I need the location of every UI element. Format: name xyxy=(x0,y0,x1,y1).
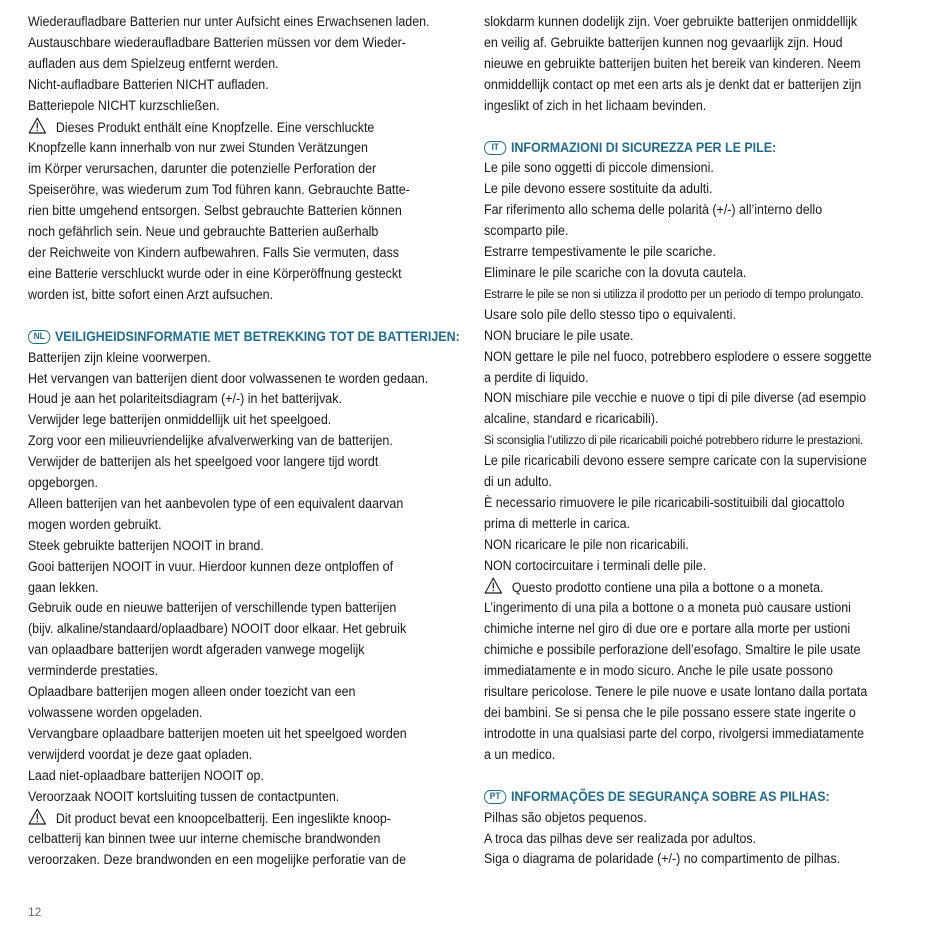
right-column xyxy=(484,12,905,870)
text-line: NON ricaricare le pile non ricaricabili. xyxy=(484,536,689,552)
text-line: Houd je aan het polariteitsdiagram (+/-) in het batterijvak. xyxy=(28,391,342,407)
text-line: mogen worden gebruikt. xyxy=(28,516,162,532)
text-line: NON gettare le pile nel fuoco, potrebbero esplodere o essere soggette xyxy=(484,348,872,364)
text-line: Batterijen zijn kleine voorwerpen. xyxy=(28,349,211,365)
section-heading-it xyxy=(484,138,905,159)
warning-text: Dieses Produkt enthält eine Knopfzelle. Eine verschluckte xyxy=(55,119,375,135)
text-line: L’ingerimento di una pila a bottone o a moneta può causare ustioni xyxy=(484,600,851,616)
text-line: im Körper verursachen, darunter die potenzielle Perforation der xyxy=(28,161,377,177)
text-line: introdotte in una qualsiasi parte del corpo, rivolgersi immediatamente xyxy=(484,725,865,741)
text-line: Vervangbare oplaadbare batterijen moeten uit het speelgoed worden xyxy=(28,725,407,741)
text-line: opgeborgen. xyxy=(28,475,98,491)
warning-text: Questo prodotto contiene una pila a bottone o a moneta. xyxy=(511,579,824,595)
page-number: 12 xyxy=(28,905,42,919)
text-line: Knopfzelle kann innerhalb von nur zwei Stunden Verätzungen xyxy=(28,140,368,156)
text-line: der Reichweite von Kindern aufbewahren. Falls Sie vermuten, dass xyxy=(28,244,400,260)
text-line: risultare pericolose. Tenere le pile nuove e usate lontano dalla portata xyxy=(484,684,868,700)
it-language-badge: IT xyxy=(484,141,506,155)
warning-triangle-icon xyxy=(28,117,47,134)
text-line: Usare solo pile dello stesso tipo o equivalenti. xyxy=(484,306,736,322)
section-heading-text: VEILIGHEIDSINFORMATIE MET BETREKKING TOT DE BATTERIJEN: xyxy=(54,328,460,344)
text-line: a perdite di liquido. xyxy=(484,369,589,385)
text-line: worden ist, bitte sofort einen Arzt aufsuchen. xyxy=(28,286,274,302)
section-gap xyxy=(484,117,905,138)
text-line: chimiche interne nel giro di due ore e portare alla morte per ustioni xyxy=(484,621,851,637)
text-line: verminderde prestaties. xyxy=(28,663,159,679)
text-line: NON bruciare le pile usate. xyxy=(484,327,634,343)
text-line: Far riferimento allo schema delle polarità (+/-) all’interno dello xyxy=(484,202,823,218)
text-line: Veroorzaak NOOIT kortsluiting tussen de contactpunten. xyxy=(28,788,340,804)
text-line: Eliminare le pile scariche con la dovuta cautela. xyxy=(484,264,747,280)
text-line: A troca das pilhas deve ser realizada por adultos. xyxy=(484,830,757,846)
text-line: rien bitte umgehend entsorgen. Selbst gebrauchte Batterien können xyxy=(28,203,402,219)
text-line: di un adulto. xyxy=(484,474,552,490)
text-line: NON cortocircuitare i terminali delle pile. xyxy=(484,557,707,573)
text-line: immediatamente e in modo sicuro. Anche le pile usate possono xyxy=(484,663,833,679)
warning-line xyxy=(28,808,448,830)
section-heading-text: INFORMAÇÕES DE SEGURANÇA SOBRE AS PILHAS: xyxy=(510,788,830,804)
text-line: Zorg voor een milieuvriendelijke afvalverwerking van de batterijen. xyxy=(28,433,393,449)
text-line: veroorzaken. Deze brandwonden en een mogelijke perforatie van de xyxy=(28,852,407,868)
text-line: Nicht-aufladbare Batterien NICHT aufladen. xyxy=(28,76,269,92)
text-line-small: Si sconsiglia l’utilizzo di pile ricaricabili poiché potrebbero ridurre le prestazioni. xyxy=(484,433,863,448)
text-line: Le pile ricaricabili devono essere sempre caricate con la supervisione xyxy=(484,453,867,469)
text-line: Batteriepole NICHT kurzschließen. xyxy=(28,97,220,113)
text-line: Wiederaufladbare Batterien nur unter Aufsicht eines Erwachsenen laden. xyxy=(28,14,430,29)
text-line: slokdarm kunnen dodelijk zijn. Voer gebruikte batterijen onmiddellijk xyxy=(484,14,858,29)
text-line: Laad niet-oplaadbare batterijen NOOIT op. xyxy=(28,767,264,783)
pt-language-badge: PT xyxy=(484,790,506,804)
warning-triangle-icon xyxy=(28,808,47,825)
warning-triangle-icon xyxy=(484,577,503,594)
text-line: verwijderd voordat je deze gaat opladen. xyxy=(28,746,253,762)
text-line: Siga o diagrama de polaridade (+/-) no compartimento de pilhas. xyxy=(484,851,841,867)
section-heading-text: INFORMAZIONI DI SICUREZZA PER LE PILE: xyxy=(510,139,777,155)
text-line: volwassene worden opgeladen. xyxy=(28,705,203,720)
text-line: Oplaadbare batterijen mogen alleen onder toezicht van een xyxy=(28,684,356,700)
text-line: Le pile devono essere sostituite da adulti. xyxy=(484,181,713,197)
text-line: prima di metterle in carica. xyxy=(484,515,631,531)
text-line: onmiddellijk contact op met een arts als je denkt dat er batterijen zijn xyxy=(484,76,862,92)
text-line: nieuwe en gebruikte batterijen buiten het bereik van kinderen. Neem xyxy=(484,55,861,71)
left-column xyxy=(28,12,460,871)
text-line: aufladen aus dem Spielzeug entfernt werden. xyxy=(28,55,279,71)
text-line: en veilig af. Gebruikte batterijen kunnen nog gevaarlijk zijn. Houd xyxy=(484,34,843,50)
text-line-small: Estrarre le pile se non si utilizza il prodotto per un periodo di tempo prolungato. xyxy=(484,286,864,301)
text-line: È necessario rimuovere le pile ricaricabili-sostituibili dal giocattolo xyxy=(484,494,845,510)
text-line: van oplaadbare batterijen wordt afgeraden vanwege mogelijk xyxy=(28,642,365,658)
text-line: Pilhas são objetos pequenos. xyxy=(484,809,647,825)
text-line: eine Batterie verschluckt wurde oder in eine Körperöffnung gesteckt xyxy=(28,265,402,281)
text-line: Le pile sono oggetti di piccole dimensioni. xyxy=(484,160,714,176)
text-line: chimiche e possibile perforazione dell’esofago. Smaltire le pile usate xyxy=(484,642,861,658)
text-line: Estrarre tempestivamente le pile scariche. xyxy=(484,244,716,260)
section-heading-pt xyxy=(484,787,905,808)
text-line: NON mischiare pile vecchie e nuove o tipi di pile diverse (ad esempio xyxy=(484,390,867,406)
text-line: Speiseröhre, was wiederum zum Tod führen kann. Gebrauchte Batte- xyxy=(28,182,410,198)
section-gap xyxy=(28,306,448,327)
text-line: Alleen batterijen van het aanbevolen type of een equivalent daarvan xyxy=(28,495,404,511)
text-line: scomparto pile. xyxy=(484,223,569,239)
text-line: noch gefährlich sein. Neue und gebrauchte Batterien außerhalb xyxy=(28,224,379,240)
text-line: Verwijder de batterijen als het speelgoed voor langere tijd wordt xyxy=(28,454,379,470)
section-gap xyxy=(484,766,905,787)
text-line: a un medico. xyxy=(484,746,556,762)
text-line: celbatterij kan binnen twee uur interne chemische brandwonden xyxy=(28,831,381,847)
warning-line xyxy=(484,577,905,599)
section-heading-nl xyxy=(28,327,460,348)
text-line: dei bambini. Se si pensa che le pile possano essere state ingerite o xyxy=(484,705,856,720)
text-line: alcaline, standard e ricaricabili). xyxy=(484,411,659,427)
text-line: Gebruik oude en nieuwe batterijen of verschillende typen batterijen xyxy=(28,600,397,616)
text-line: (bijv. alkaline/standaard/oplaadbare) NOOIT door elkaar. Het gebruik xyxy=(28,621,407,637)
text-line: Het vervangen van batterijen dient door volwassenen te worden gedaan. xyxy=(28,370,429,386)
text-line: ingeslikt of zich in het lichaam bevinden. xyxy=(484,97,707,113)
text-line: Steek gebruikte batterijen NOOIT in brand. xyxy=(28,537,264,553)
text-line: Austauschbare wiederaufladbare Batterien müssen vor dem Wieder- xyxy=(28,34,406,50)
text-line: Verwijder lege batterijen onmiddellijk uit het speelgoed. xyxy=(28,412,332,428)
text-line: gaan lekken. xyxy=(28,579,99,595)
warning-line xyxy=(28,117,448,139)
nl-language-badge: NL xyxy=(28,330,50,344)
warning-text: Dit product bevat een knoopcelbatterij. Een ingeslikte knoop- xyxy=(55,810,391,826)
text-line: Gooi batterijen NOOIT in vuur. Hierdoor kunnen deze ontploffen of xyxy=(28,558,394,574)
